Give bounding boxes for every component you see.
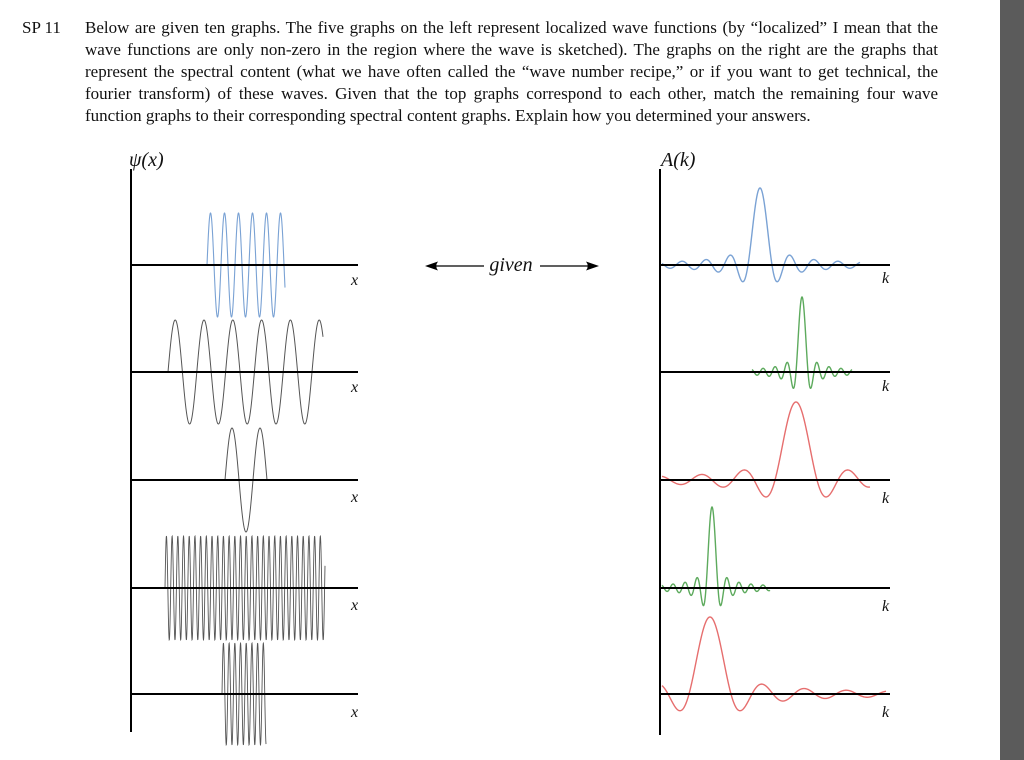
statement-line-5: function graphs to their corresponding spectral content graphs. Explain how you determined your answers. bbox=[85, 106, 811, 125]
spectrum-curve-3 bbox=[662, 402, 870, 497]
x-axis-label-4: x bbox=[351, 597, 359, 614]
viewer-background-edge bbox=[1000, 0, 1024, 760]
k-axis-label-3: k bbox=[882, 490, 890, 507]
spectrum-curve-5 bbox=[662, 617, 886, 711]
given-correspondence bbox=[425, 254, 599, 276]
x-axis-label-5: x bbox=[351, 704, 359, 721]
spectral-content-column bbox=[659, 149, 890, 735]
x-axis-label-3: x bbox=[351, 489, 359, 506]
statement-line-4: fourier transform) of these waves. Given that the top graphs correspond to each other, match the remaining four wave bbox=[85, 84, 938, 103]
a-of-k-title: A(k) bbox=[661, 149, 696, 171]
spectrum-curve-1 bbox=[662, 188, 860, 282]
spectrum-curve-4 bbox=[662, 507, 770, 606]
statement-line-3: represent the spectral content (what we have often called the “wave number recipe,” or if you want to get technical, the bbox=[85, 62, 938, 81]
wave-function-column bbox=[129, 149, 358, 745]
statement-line-1: Below are given ten graphs. The five graphs on the left represent localized wave functions (by “localized” I mean that the bbox=[85, 18, 938, 37]
spectrum-curve-2 bbox=[752, 297, 852, 388]
psi-of-x-title: ψ(x) bbox=[129, 149, 164, 171]
x-axis-label-1: x bbox=[351, 272, 359, 289]
k-axis-label-5: k bbox=[882, 704, 890, 721]
right-arrow-head bbox=[586, 262, 599, 271]
k-axis-label-1: k bbox=[882, 270, 890, 287]
problem-number: SP 11 bbox=[22, 18, 61, 37]
k-axis-label-2: k bbox=[882, 378, 890, 395]
given-label: given bbox=[489, 254, 533, 276]
k-axis-label-4: k bbox=[882, 598, 890, 615]
statement-line-2: wave functions are only non-zero in the region where the wave is sketched). The graphs on the right are the graphs that bbox=[85, 40, 938, 59]
x-axis-label-2: x bbox=[351, 379, 359, 396]
left-arrow-head bbox=[425, 262, 438, 271]
